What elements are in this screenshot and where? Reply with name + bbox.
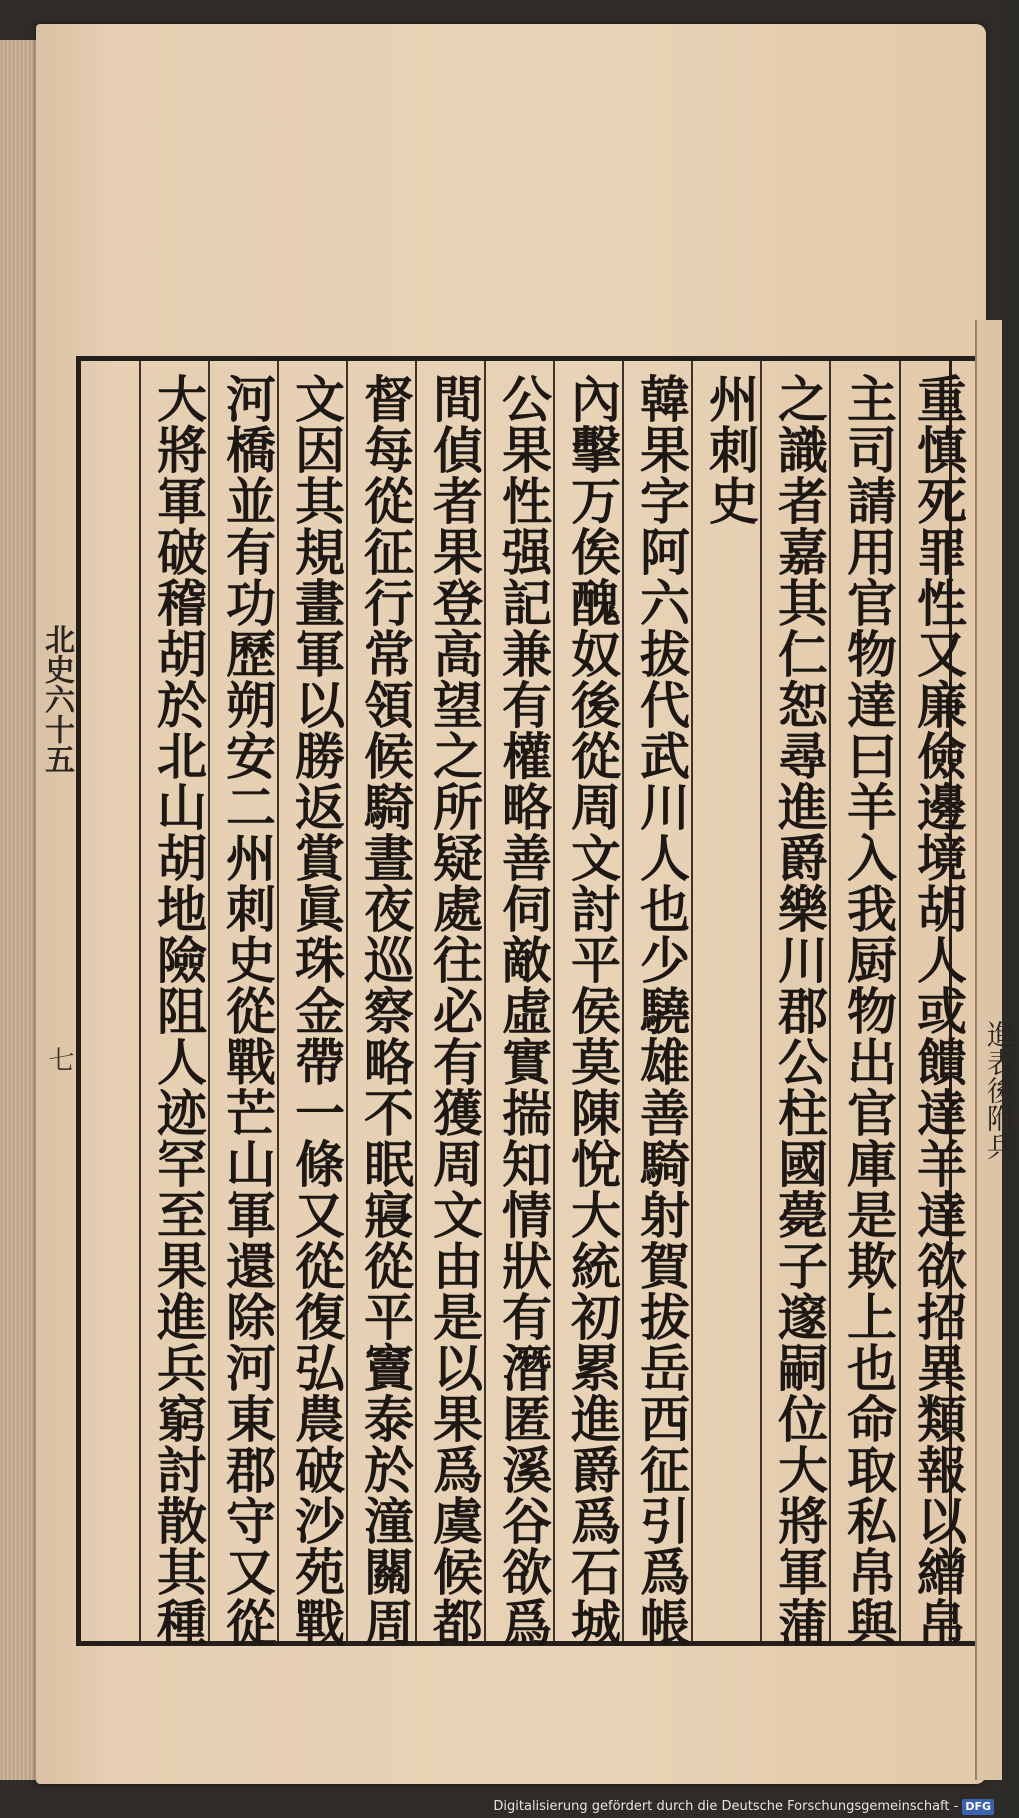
text-frame — [76, 356, 981, 1646]
column-rule — [139, 361, 141, 1641]
text-column-6: 內擊万俟醜奴後從周文討平侯莫陳悅大統初累進爵爲石城 — [563, 373, 622, 1648]
credit-text: Digitalisierung gefördert durch die Deutsche Forschungsgemeinschaft - — [493, 1799, 959, 1814]
digitization-credit — [0, 1796, 1000, 1818]
text-column-5: 韓果字阿六拔代武川人也少驍雄善騎射賀拔岳西征引爲帳 — [632, 373, 691, 1648]
text-column-4: 州刺史 — [701, 373, 760, 526]
margin-title: 北史六十五 — [39, 624, 74, 774]
text-column-10: 文因其規畫軍以勝返賞眞珠金帶一條又從復弘農破沙苑戰 — [287, 373, 346, 1648]
text-column-2: 主司請用官物達曰羊入我厨物出官庫是欺上也命取私帛與 — [839, 373, 898, 1648]
book-page — [36, 24, 986, 1784]
next-page-text: 進表後附兵 — [983, 1020, 1016, 1160]
next-page-edge — [975, 320, 1016, 1780]
text-column-8: 間偵者果登高望之所疑處往必有獲周文由是以果爲虞候都 — [425, 373, 484, 1648]
text-column-1: 重慎死罪性又廉儉邊境胡人或饋達羊達欲招異類報以繒帛 — [909, 373, 968, 1648]
dfg-logo: DFG — [962, 1799, 994, 1815]
text-column-9: 督每從征行常領候騎晝夜巡察略不眠寢從平竇泰於潼關周 — [356, 373, 415, 1648]
text-column-3: 之識者嘉其仁恕尋進爵樂川郡公柱國薨子邃嗣位大將軍蒲 — [770, 373, 829, 1648]
text-column-11: 河橋並有功歷朔安二州刺史從戰芒山軍還除河東郡守又從 — [218, 373, 277, 1648]
text-column-12: 大將軍破稽胡於北山胡地險阻人迹罕至果進兵窮討散其種 — [149, 373, 208, 1648]
text-column-7: 公果性强記兼有權略善伺敵虛實揣知情狀有潛匿溪谷欲爲 — [494, 373, 553, 1648]
page-number: 七 — [44, 1046, 74, 1072]
